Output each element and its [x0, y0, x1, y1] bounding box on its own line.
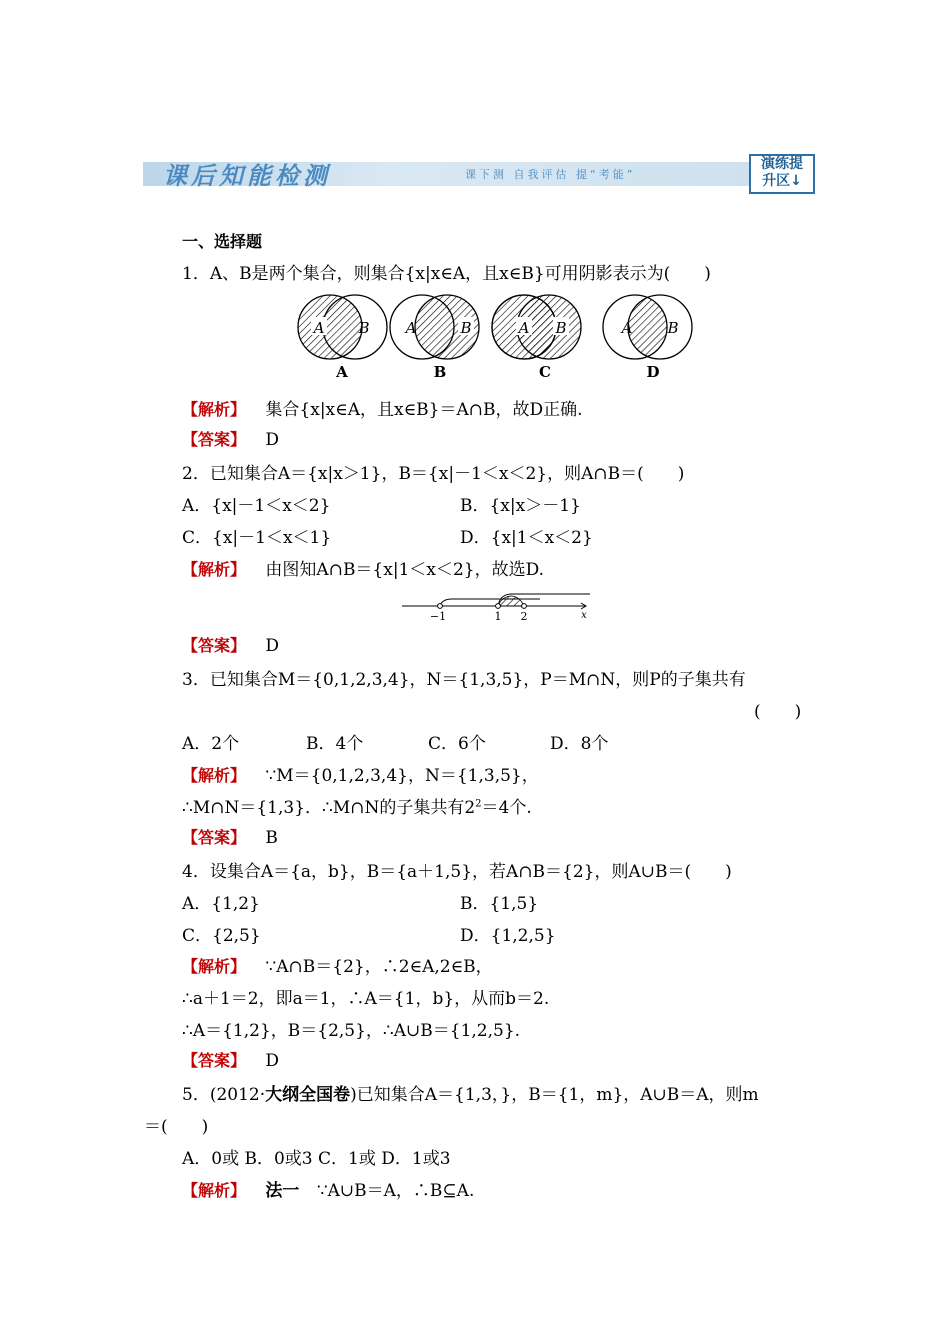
q3-option-a: A．2个: [182, 734, 240, 754]
box-line2: 升区↓: [762, 173, 802, 189]
answer-tag: 【答案】: [182, 636, 247, 655]
venn-label-d: D: [646, 363, 660, 381]
method-label: 法一: [265, 1181, 300, 1201]
q4-option-b: B．{1,5}: [460, 894, 539, 914]
q5-source: 大纲全国卷: [265, 1085, 351, 1105]
answer-tag: 【答案】: [182, 828, 247, 847]
q4-analysis: [182, 952, 493, 977]
analysis-text: 由图知A∩B＝{x|1＜x＜2}，故选D.: [265, 560, 545, 580]
q4-analysis-line2: ∴a＋1＝2，即a＝1，∴A＝{1，b}，从而b＝2.: [182, 989, 550, 1009]
set-b-label: B: [358, 319, 370, 337]
answer-text: D: [265, 430, 280, 450]
analysis-tag: 【解析】: [182, 957, 247, 976]
q4-option-c: C．{2,5}: [182, 926, 261, 946]
answer-tag: 【答案】: [182, 430, 247, 449]
q3-option-b: B．4个: [306, 734, 364, 754]
answer-tag: 【答案】: [182, 1051, 247, 1070]
exponent: 2: [475, 798, 482, 810]
set-a-label: A: [621, 319, 633, 337]
practice-zone-button[interactable]: [749, 154, 815, 194]
q5-stem: [182, 1080, 759, 1105]
q5-options: A．0或 B．0或3 C．1或 D．1或3: [182, 1149, 451, 1169]
q3-stem: 3．已知集合M＝{0,1,2,3,4}，N＝{1,3,5}，P＝M∩N，则P的子集共有: [182, 670, 746, 690]
analysis-tag: 【解析】: [182, 560, 247, 579]
box-line1: 演练提: [761, 156, 803, 172]
analysis-text: ∵M＝{0,1,2,3,4}，N＝{1,3,5}，: [265, 766, 539, 786]
answer-text: B: [265, 828, 278, 848]
q3-analysis-line2: [182, 793, 532, 818]
q4-stem: 4．设集合A＝{a，b}，B＝{a＋1,5}，若A∩B＝{2}，则A∪B＝( ): [182, 862, 732, 882]
venn-option-a: [298, 295, 387, 381]
q2-option-d: D．{x|1＜x＜2}: [460, 528, 593, 548]
analysis-text-end: ＝4个.: [481, 798, 532, 818]
q3-option-d: D．8个: [550, 734, 609, 754]
q4-analysis-line3: ∴A＝{1,2}，B＝{2,5}，∴A∪B＝{1,2,5}.: [182, 1021, 521, 1041]
q5-stem-b: )已知集合A＝{1,3，}，B＝{1，m}，A∪B＝A，则m: [350, 1085, 759, 1105]
q5-stem-a: 5．(2012·: [182, 1085, 266, 1105]
banner-subtitle: 课下测 自我评估 提“考能”: [465, 168, 636, 181]
q1-stem: 1．A、B是两个集合，则集合{x|x∈A，且x∈B}可用阴影表示为( ): [182, 264, 711, 284]
q2-answer: [182, 633, 279, 656]
section-heading: 一、选择题: [182, 232, 263, 251]
venn-option-c: [492, 295, 581, 381]
analysis-text: ∵A∩B＝{2}，∴2∈A,2∈B，: [265, 957, 493, 977]
answer-text: D: [265, 636, 280, 656]
q1-analysis: [182, 395, 583, 420]
q2-analysis: [182, 555, 544, 580]
q2-stem: 2．已知集合A＝{x|x＞1}，B＝{x|－1＜x＜2}，则A∩B＝( ): [182, 464, 685, 484]
analysis-tag: 【解析】: [182, 1181, 247, 1200]
number-line: [400, 592, 595, 626]
q3-paren: ( ): [754, 702, 802, 722]
q2-option-c: C．{x|－1＜x＜1}: [182, 528, 332, 548]
set-a-label: A: [405, 319, 417, 337]
header-banner: [143, 152, 815, 194]
analysis-text: 集合{x|x∈A，且x∈B}＝A∩B，故D正确.: [265, 400, 583, 420]
q2-option-b: B．{x|x＞－1}: [460, 496, 581, 516]
analysis-text: ∴M∩N＝{1,3}．∴M∩N的子集共有2: [182, 798, 476, 818]
set-b-label: B: [460, 319, 472, 337]
set-a-label: A: [313, 319, 325, 337]
venn-option-b: [390, 295, 479, 381]
set-b-label: B: [555, 319, 567, 337]
axis-label-x: x: [581, 610, 587, 621]
analysis-tag: 【解析】: [182, 766, 247, 785]
q4-answer: [182, 1048, 279, 1071]
q2-option-a: A．{x|－1＜x＜2}: [182, 496, 331, 516]
q5-stem-line2: ＝( ): [144, 1117, 209, 1137]
tick-label-neg1: −1: [429, 610, 447, 623]
q5-analysis: [182, 1176, 474, 1201]
q3-answer: [182, 825, 278, 848]
analysis-text: ∵A∪B＝A，∴B⊆A.: [316, 1181, 475, 1201]
q3-option-c: C．6个: [428, 734, 486, 754]
tick-label-2: 2: [520, 610, 528, 623]
venn-diagrams: [290, 293, 700, 383]
q1-answer: [182, 427, 279, 450]
q3-analysis: [182, 761, 539, 786]
analysis-tag: 【解析】: [182, 400, 247, 419]
q4-option-a: A．{1,2}: [182, 894, 260, 914]
set-a-label: A: [518, 319, 530, 337]
set-b-label: B: [667, 319, 679, 337]
venn-option-d: [603, 295, 692, 381]
banner-title: 课后知能检测: [163, 162, 331, 190]
answer-text: D: [265, 1051, 280, 1071]
tick-label-1: 1: [494, 610, 502, 623]
q4-option-d: D．{1,2,5}: [460, 926, 556, 946]
venn-label-b: B: [433, 363, 447, 381]
venn-label-a: A: [336, 363, 348, 381]
venn-label-c: C: [539, 363, 551, 381]
